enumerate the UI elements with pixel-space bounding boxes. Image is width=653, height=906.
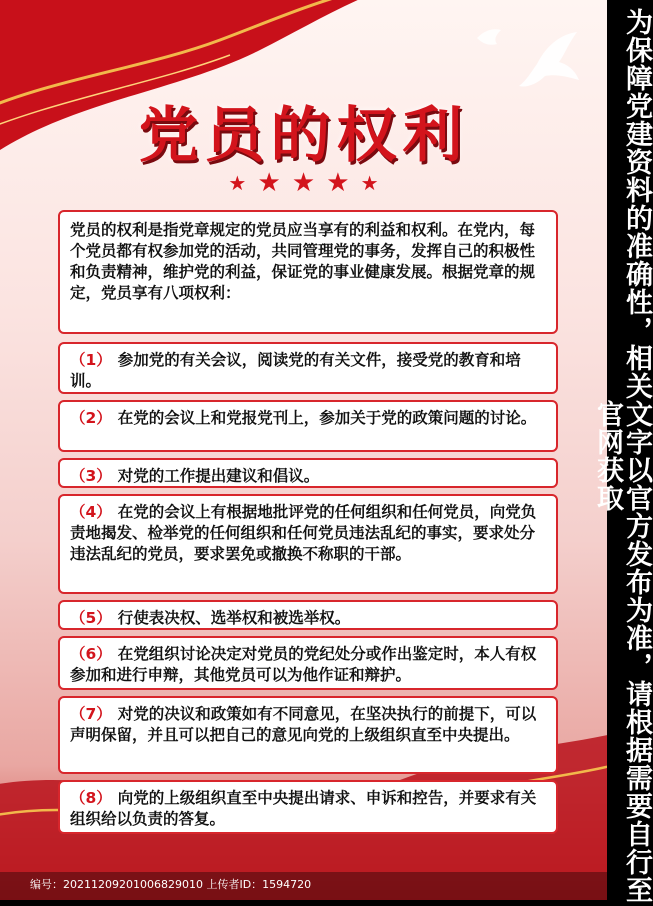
right-item-3 [58,458,558,488]
right-text: 在党组织讨论决定对党员的党纪处分或作出鉴定时，本人有权参加和进行申辩，其他党员可以为他作证和辩护。 [70,645,537,684]
right-number: （4） [70,503,112,521]
right-number: （6） [70,645,112,663]
right-item-1 [58,342,558,394]
right-item-4 [58,494,558,594]
right-text: 向党的上级组织直至中央提出请求、申诉和控告，并要求有关组织给以负责的答复。 [70,789,537,828]
star-icon: ★ [291,168,316,198]
right-item-5 [58,600,558,630]
right-number: （5） [70,609,112,627]
watermark-text: 编号：20211209201006829010 上传者ID：1594720 [30,878,312,891]
right-number: （1） [70,351,112,369]
right-item-6 [58,636,558,690]
page-title: 党员的权利 [138,101,469,171]
right-item-2 [58,400,558,452]
right-text: 对党的决议和政策如有不同意见，在坚决执行的前提下，可以声明保留，并且可以把自己的意见向党的上级组织直至中央提出。 [70,705,537,744]
stars-row [0,168,607,198]
right-text: 参加党的有关会议，阅读党的有关文件，接受党的教育和培训。 [70,351,521,390]
right-item-8 [58,780,558,834]
right-number: （3） [70,467,112,485]
intro-text: 党员的权利是指党章规定的党员应当享有的利益和权利。在党内，每个党员都有权参加党的活动，共同管理党的事务，发挥自己的积极性和负责精神，维护党的利益，保证党的事业健康发展。根据党章的规定，党员享有八项权利： [70,221,536,302]
right-item-7 [58,696,558,774]
star-icon: ★ [257,168,281,198]
right-text: 行使表决权、选举权和被选举权。 [117,609,351,627]
side-notice: 为保障党建资料的准确性，相关文字以官方发布为准，请根据需要自行至官网获取 [592,8,652,904]
star-icon: ★ [326,168,350,198]
right-number: （7） [70,705,112,723]
star-icon: ★ [360,171,379,195]
right-text: 在党的会议上有根据地批评党的任何组织和任何党员，向党负责地揭发、检举党的任何组织和任何党员违法乱纪的事实，要求处分违法乱纪的党员，要求罢免或撤换不称职的干部。 [70,503,537,563]
right-number: （8） [70,789,112,807]
star-icon: ★ [228,171,247,195]
right-text: 对党的工作提出建议和倡议。 [117,467,320,485]
right-number: （2） [70,409,112,427]
intro-box [58,210,558,334]
right-text: 在党的会议上和党报党刊上，参加关于党的政策问题的讨论。 [117,409,537,427]
